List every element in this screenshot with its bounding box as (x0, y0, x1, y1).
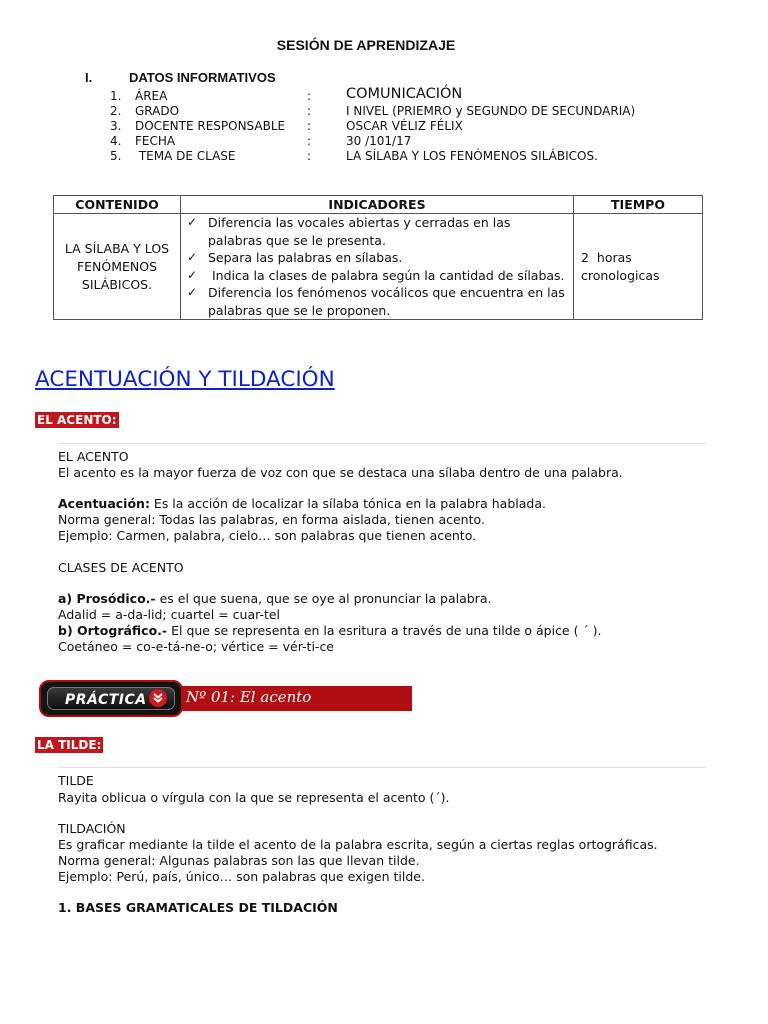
tiempo-line: 2 horas (581, 249, 632, 265)
document-title: SESIÓN DE APRENDIZAJE (276, 37, 456, 53)
indicator-text: Separa las palabras en sílabas. (208, 250, 403, 265)
checkmark-icon: ✓ (187, 250, 198, 264)
ortografico-example: Coetáneo = co-e-tá-ne-o; vértice = vér-ti-ce (58, 639, 335, 654)
practica-badge (39, 680, 183, 717)
acentuacion-term: Acentuación: (58, 496, 150, 511)
info-label: TEMA DE CLASE (135, 149, 236, 163)
list-item (187, 267, 567, 285)
contenido-line: FENÓMENOS (76, 258, 158, 274)
info-label: ÁREA (135, 89, 168, 103)
list-item (187, 249, 567, 267)
indicator-list (187, 214, 567, 319)
info-num: 4. (110, 134, 122, 148)
ortografico-term: b) Ortográfico.- (58, 623, 168, 638)
cell-indicadores (181, 214, 574, 320)
checkmark-icon: ✓ (187, 285, 198, 299)
header-indicadores: INDICADORES (181, 196, 574, 214)
list-item (187, 284, 567, 319)
contenido-line: SILÁBICOS. (81, 276, 153, 292)
header-contenido: CONTENIDO (54, 196, 181, 214)
acentuacion-definition: Es la acción de localizar la sílaba tónica en la palabra hablada. (149, 496, 546, 511)
acento-definition: El acento es la mayor fuerza de voz con que se destaca una sílaba dentro de una palabra. (58, 465, 623, 480)
divider (58, 443, 706, 444)
tilde-ejemplo: Ejemplo: Perú, país, único… son palabras que exigen tilde. (58, 869, 425, 884)
subheading-acento: EL ACENTO (58, 449, 129, 464)
acentuacion-line (58, 496, 546, 512)
info-value: LA SÍLABA Y LOS FENÓMENOS SILÁBICOS. (346, 149, 598, 163)
subheading-tilde: TILDE (58, 773, 94, 788)
section-heading: DATOS INFORMATIVOS (129, 70, 276, 85)
header-tiempo: TIEMPO (574, 196, 703, 214)
clases-heading: CLASES DE ACENTO (58, 560, 184, 575)
planning-table (53, 195, 703, 320)
info-value: I NIVEL (PRIEMRO y SEGUNDO DE SECUNDARIA) (346, 104, 636, 118)
section-number: I. (85, 70, 93, 85)
ortografico-definition: El que se representa en la esritura a través de una tilde o ápice ( ´ ). (167, 623, 602, 638)
section-label-tilde: LA TILDE: (37, 738, 102, 752)
info-num: 2. (110, 104, 122, 118)
practica-subtitle: Nº 01: El acento (186, 688, 312, 706)
practica-banner (37, 680, 412, 717)
divider (58, 767, 706, 768)
info-label: FECHA (135, 134, 176, 148)
tilde-norma: Norma general: Algunas palabras son las que llevan tilde. (58, 853, 420, 868)
info-value: COMUNICACIÓN (346, 86, 463, 102)
info-value: 30 /101/17 (346, 134, 412, 148)
info-num: 1. (110, 89, 122, 103)
prosodico-example: Adalid = a-da-lid; cuartel = cuar-tel (58, 607, 281, 622)
info-value: OSCAR VÉLIZ FÉLIX (346, 119, 463, 133)
table-header-row (54, 196, 703, 214)
practica-badge-label: PRÁCTICA (65, 692, 147, 708)
acento-ejemplo: Ejemplo: Carmen, palabra, cielo… son palabras que tienen acento. (58, 528, 477, 543)
info-label: GRADO (135, 104, 180, 118)
chevron-down-icon (149, 689, 167, 707)
tildacion-heading: TILDACIÓN (58, 821, 126, 836)
info-colon: : (307, 104, 312, 118)
info-colon: : (307, 134, 312, 148)
info-colon: : (307, 119, 312, 133)
prosodico-definition: es el que suena, que se oye al pronunciar la palabra. (155, 591, 492, 606)
info-colon: : (307, 149, 312, 163)
list-item (187, 214, 567, 249)
ortografico-line (58, 623, 602, 639)
prosodico-line (58, 591, 491, 607)
checkmark-icon: ✓ (187, 267, 198, 282)
main-heading-link[interactable]: ACENTUACIÓN Y TILDACIÓN (35, 367, 335, 392)
contenido-line: LA SÍLABA Y LOS (64, 240, 170, 256)
tildacion-definition: Es graficar mediante la tilde el acento de la palabra escrita, según a ciertas reglas ortográficas. (58, 837, 658, 852)
tiempo-line: cronologicas (581, 267, 660, 283)
checkmark-icon: ✓ (187, 215, 198, 229)
table-row (54, 214, 703, 320)
info-num: 3. (110, 119, 122, 133)
prosodico-term: a) Prosódico.- (58, 591, 156, 606)
section-label-acento: EL ACENTO: (37, 413, 117, 427)
indicator-text: Diferencia las vocales abiertas y cerradas en las palabras que se le presenta. (208, 215, 511, 248)
cell-tiempo (574, 214, 703, 320)
cell-contenido (54, 214, 181, 320)
indicator-text: Indica la clases de palabra según la cantidad de sílabas. (208, 267, 565, 283)
tilde-definition: Rayita oblicua o vírgula con la que se representa el acento (´). (58, 790, 450, 805)
indicator-text: Diferencia los fenómenos vocálicos que encuentra en las palabras que se le proponen. (208, 285, 565, 318)
acento-norma: Norma general: Todas las palabras, en forma aislada, tienen acento. (58, 512, 485, 527)
info-label: DOCENTE RESPONSABLE (135, 119, 286, 133)
info-num: 5. (110, 149, 122, 163)
info-colon: : (307, 89, 312, 103)
bases-heading: 1. BASES GRAMATICALES DE TILDACIÓN (58, 900, 338, 915)
